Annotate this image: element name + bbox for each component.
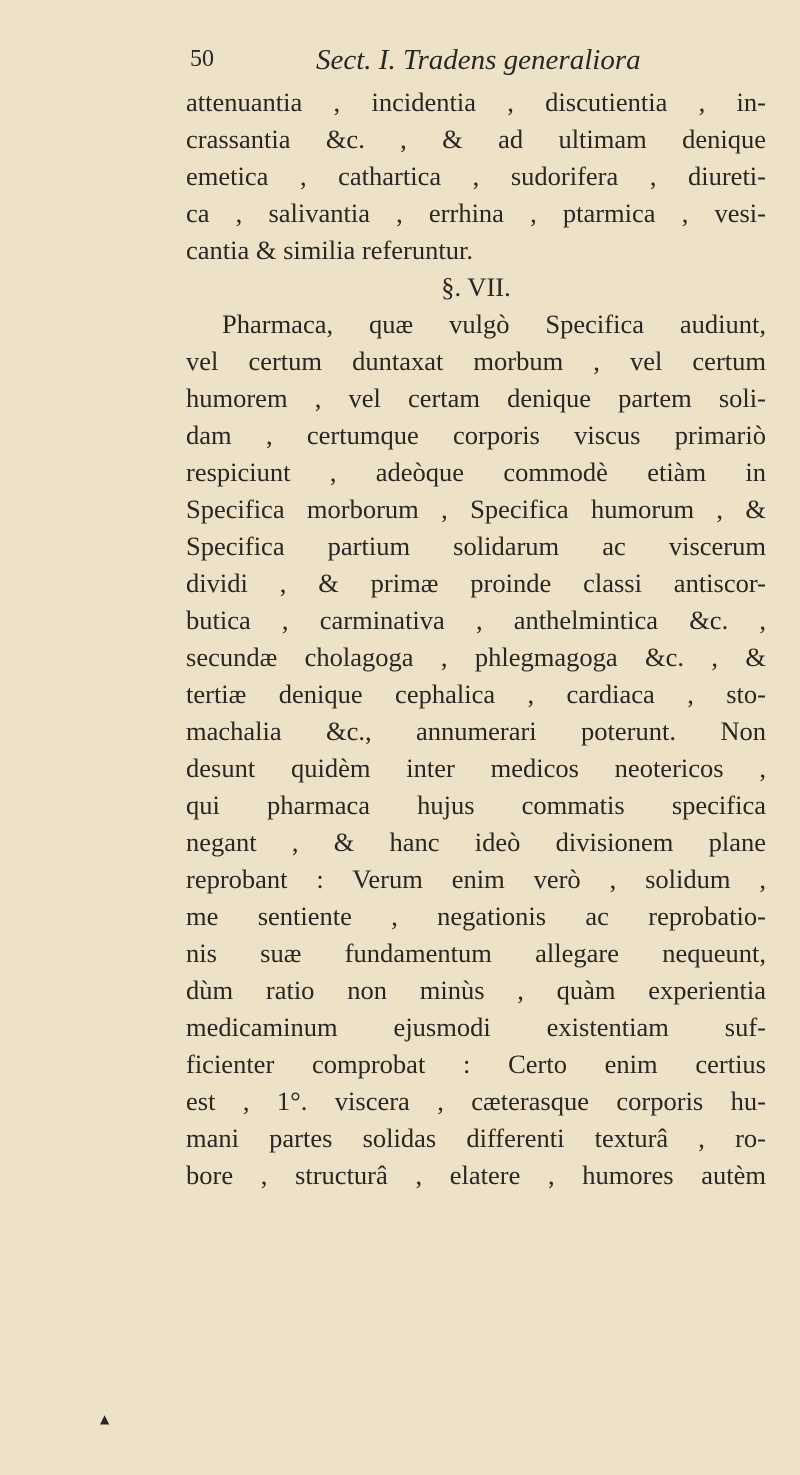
text-line: tertiæ denique cephalica , cardiaca , sto- bbox=[186, 679, 766, 709]
text-line: Pharmaca, quæ vulgò Specifica audiunt, bbox=[222, 309, 766, 339]
text-line: Specifica partium solidarum ac viscerum bbox=[186, 531, 766, 561]
text-line: Specifica morborum , Specifica humorum , & bbox=[186, 494, 766, 524]
text-line: crassantia &c. , & ad ultimam denique bbox=[186, 124, 766, 154]
text-line: attenuantia , incidentia , discutientia , in- bbox=[186, 87, 766, 117]
text-line: dùm ratio non minùs , quàm experientia bbox=[186, 975, 766, 1005]
text-line: respiciunt , adeòque commodè etiàm in bbox=[186, 457, 766, 487]
text-line: butica , carminativa , anthelmintica &c. , bbox=[186, 605, 766, 635]
body-text bbox=[186, 84, 766, 1194]
text-line: est , 1°. viscera , cæterasque corporis hu- bbox=[186, 1086, 766, 1116]
text-line: humorem , vel certam denique partem soli- bbox=[186, 383, 766, 413]
text-line: qui pharmaca hujus commatis specifica bbox=[186, 790, 766, 820]
text-line: me sentiente , negationis ac reprobatio- bbox=[186, 901, 766, 931]
text-line: machalia &c., annumerari poterunt. Non bbox=[186, 716, 766, 746]
text-line: cantia & similia referuntur. bbox=[186, 235, 473, 265]
text-line: medicaminum ejusmodi existentiam suf- bbox=[186, 1012, 766, 1042]
text-line: desunt quidèm inter medicos neotericos , bbox=[186, 753, 766, 783]
text-line: reprobant : Verum enim verò , solidum , bbox=[186, 864, 766, 894]
page-header bbox=[190, 44, 750, 84]
text-line: negant , & hanc ideò divisionem plane bbox=[186, 827, 766, 857]
text-line: secundæ cholagoga , phlegmagoga &c. , & bbox=[186, 642, 766, 672]
text-line: bore , structurâ , elatere , humores autèm bbox=[186, 1160, 766, 1190]
text-line: nis suæ fundamentum allegare nequeunt, bbox=[186, 938, 766, 968]
text-line: mani partes solidas differenti texturâ , ro- bbox=[186, 1123, 766, 1153]
running-head: Sect. I. Tradens generaliora bbox=[316, 44, 641, 76]
printer-mark: ▲ bbox=[100, 1412, 110, 1426]
section-heading: §. VII. bbox=[441, 272, 511, 302]
text-line: dividi , & primæ proinde classi antiscor- bbox=[186, 568, 766, 598]
text-line: dam , certumque corporis viscus primariò bbox=[186, 420, 766, 450]
text-line: ca , salivantia , errhina , ptarmica , vesi- bbox=[186, 198, 766, 228]
text-line: emetica , cathartica , sudorifera , diureti- bbox=[186, 161, 766, 191]
page-number: 50 bbox=[190, 46, 214, 72]
text-line: vel certum duntaxat morbum , vel certum bbox=[186, 346, 766, 376]
text-line: ficienter comprobat : Certo enim certius bbox=[186, 1049, 766, 1079]
